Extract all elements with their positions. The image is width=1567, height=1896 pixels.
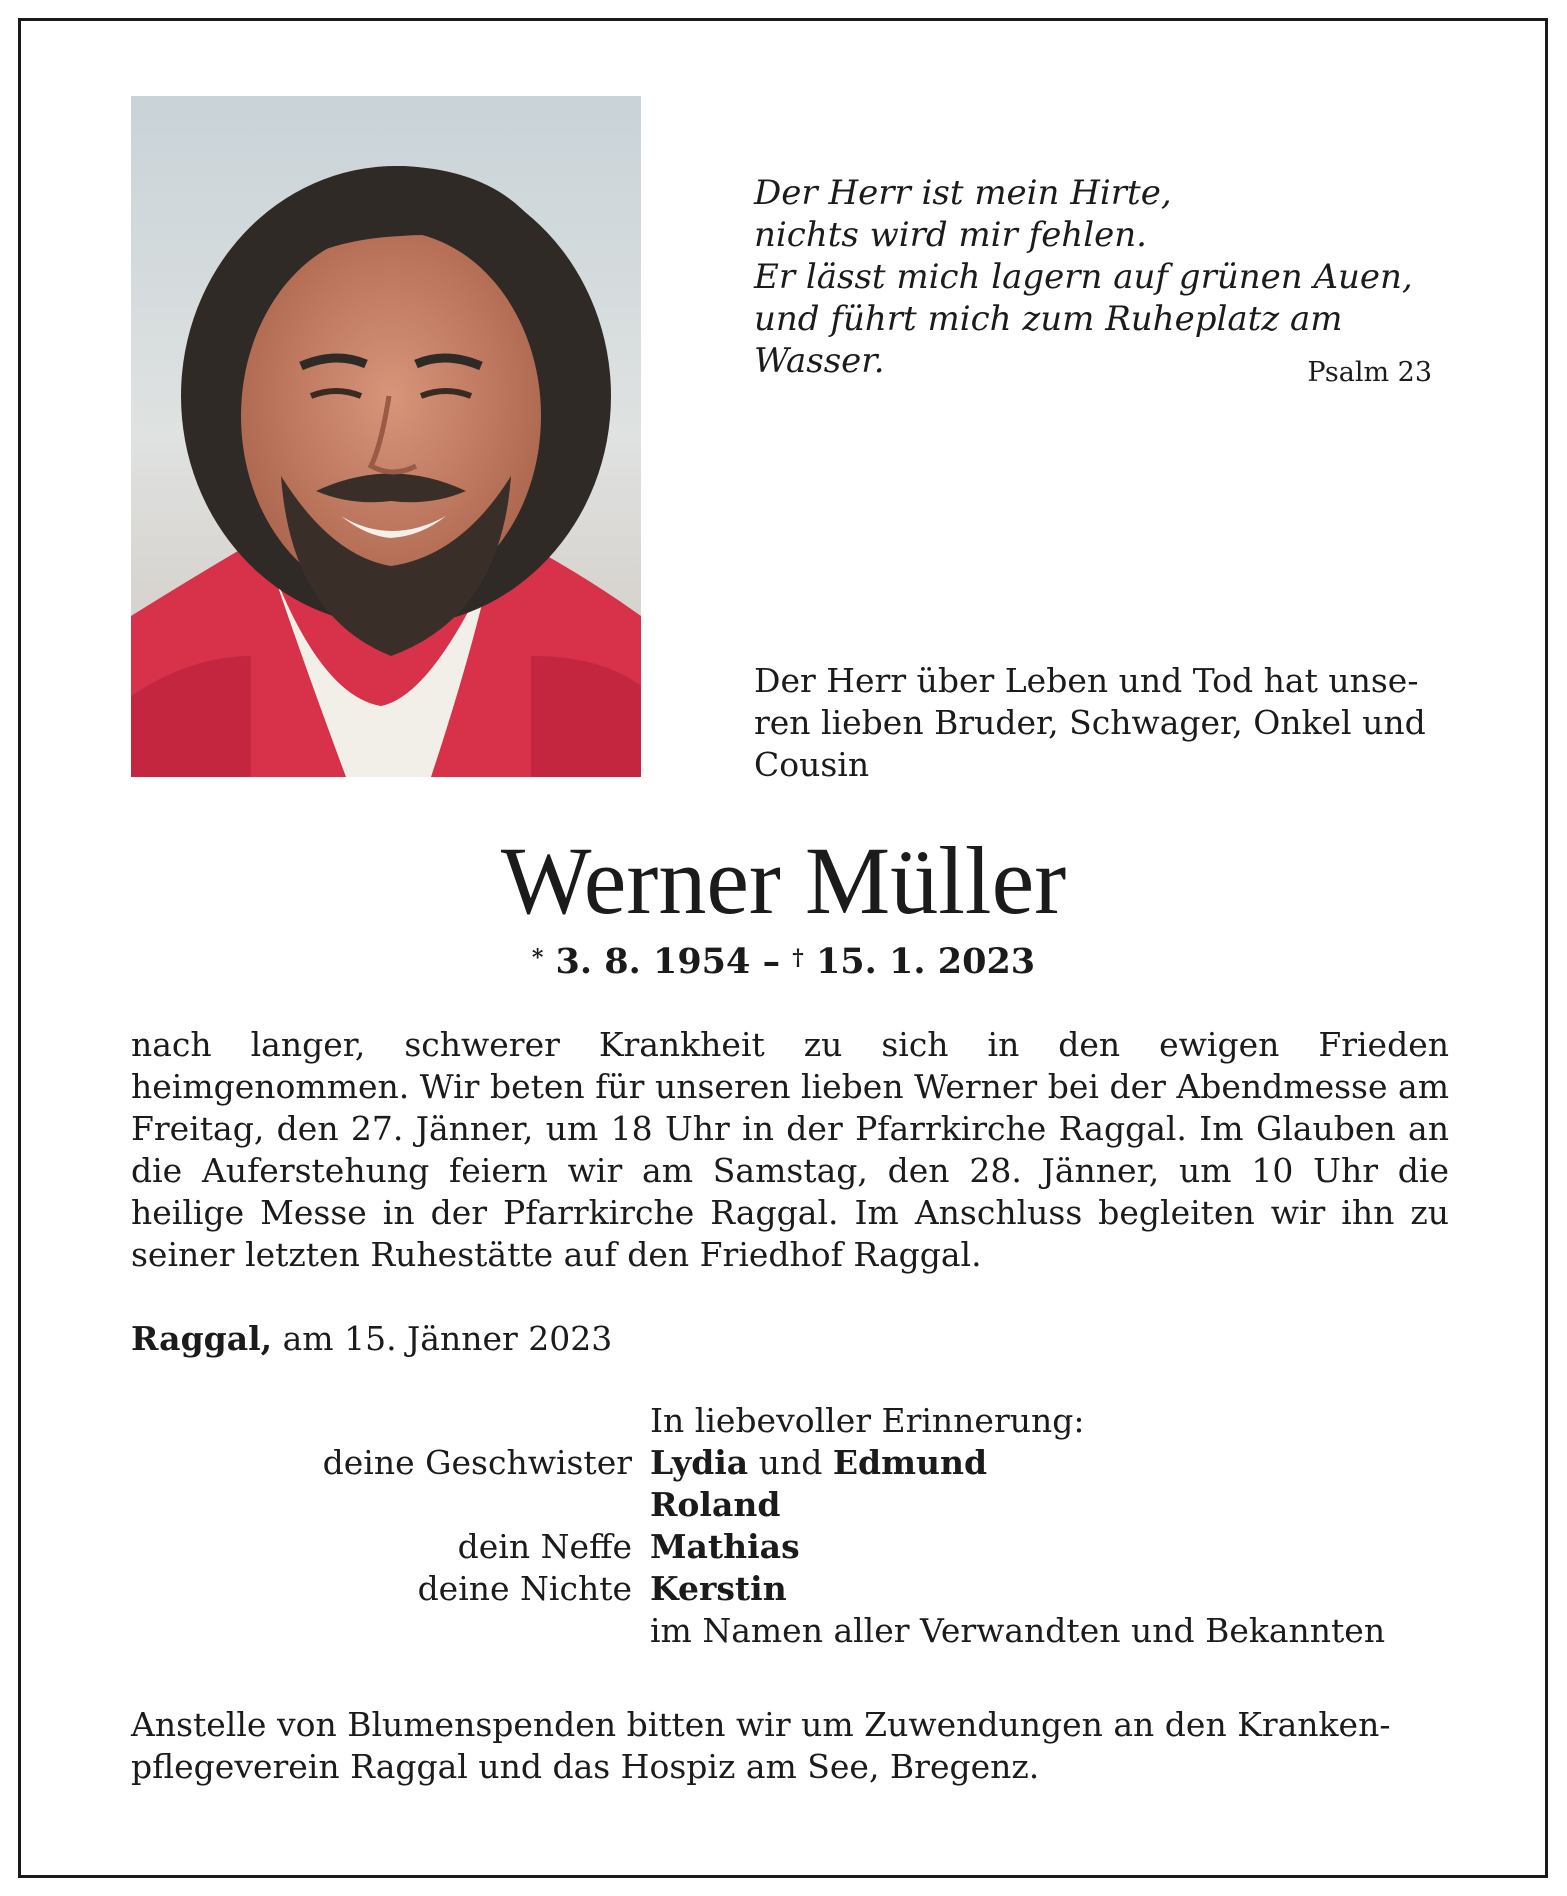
life-dates [0, 940, 1567, 984]
mourners-list [0, 1400, 1567, 1652]
psalm-reference: Psalm 23 [1307, 357, 1432, 388]
conjunction: und [758, 1443, 823, 1482]
sibling-name: Lydia [650, 1443, 749, 1482]
psalm-line: und führt mich zum Ruheplatz am Wasser. [754, 299, 1343, 381]
notice-date: am 15. Jänner 2023 [282, 1319, 613, 1358]
intro-text [754, 660, 1444, 786]
donation-line: Anstelle von Blumenspenden bitten wir um Zuwendungen an den Kranken- [131, 1705, 1391, 1744]
mourners-closing-line: im Namen aller Verwandten und Bekannten [650, 1611, 1386, 1650]
date-separator: – [762, 941, 781, 982]
place-date [131, 1318, 612, 1360]
sibling-name: Edmund [832, 1443, 988, 1482]
niece-label: deine Nichte [417, 1569, 632, 1608]
nephew-label: dein Neffe [457, 1527, 632, 1566]
psalm-quote [754, 172, 1434, 382]
birth-symbol: * [531, 945, 544, 971]
intro-line: Der Herr über Leben und Tod hat unse- [754, 661, 1419, 700]
siblings-label: deine Geschwister [322, 1443, 632, 1482]
birth-date: 3. 8. 1954 [555, 941, 751, 982]
body-text: nach langer, schwerer Krankheit zu sich in den ewigen Frieden heimgenommen. Wir beten für unseren lieben Werner bei der Abendmesse am Freitag, den 27. Jänner, um 18 Uhr in der Pfarrkirche Raggal. Im Glauben an die Auferstehung feiern wir am Samstag, den 28. Jänner, um 10 Uhr die heilige Messe in der Pfarrkirche Raggal. Im Anschluss begleiten wir ihn zu seiner letzten Ruhestätte auf den Friedhof Raggal. [131, 1025, 1449, 1274]
nephew-name: Mathias [650, 1527, 800, 1566]
death-date: 15. 1. 2023 [815, 941, 1036, 982]
intro-line: Cousin [754, 745, 870, 784]
portrait-illustration [131, 96, 641, 777]
psalm-line: Er lässt mich lagern auf grünen Auen, [754, 257, 1413, 297]
niece-name: Kerstin [650, 1569, 787, 1608]
donation-line: pflegeverein Raggal und das Hospiz am See, Bregenz. [131, 1747, 1040, 1786]
portrait-photo [131, 96, 641, 777]
donation-note [131, 1704, 1449, 1788]
psalm-line: nichts wird mir fehlen. [754, 215, 1147, 255]
psalm-line: Der Herr ist mein Hirte, [754, 173, 1172, 213]
death-symbol: † [792, 945, 804, 971]
intro-line: ren lieben Bruder, Schwager, Onkel und [754, 703, 1426, 742]
mourners-heading: In liebevoller Erinnerung: [650, 1401, 1085, 1440]
place-name: Raggal, [131, 1319, 273, 1358]
sibling-name: Roland [650, 1485, 781, 1524]
deceased-name: Werner Müller [500, 827, 1067, 934]
siblings-names [650, 1442, 987, 1484]
